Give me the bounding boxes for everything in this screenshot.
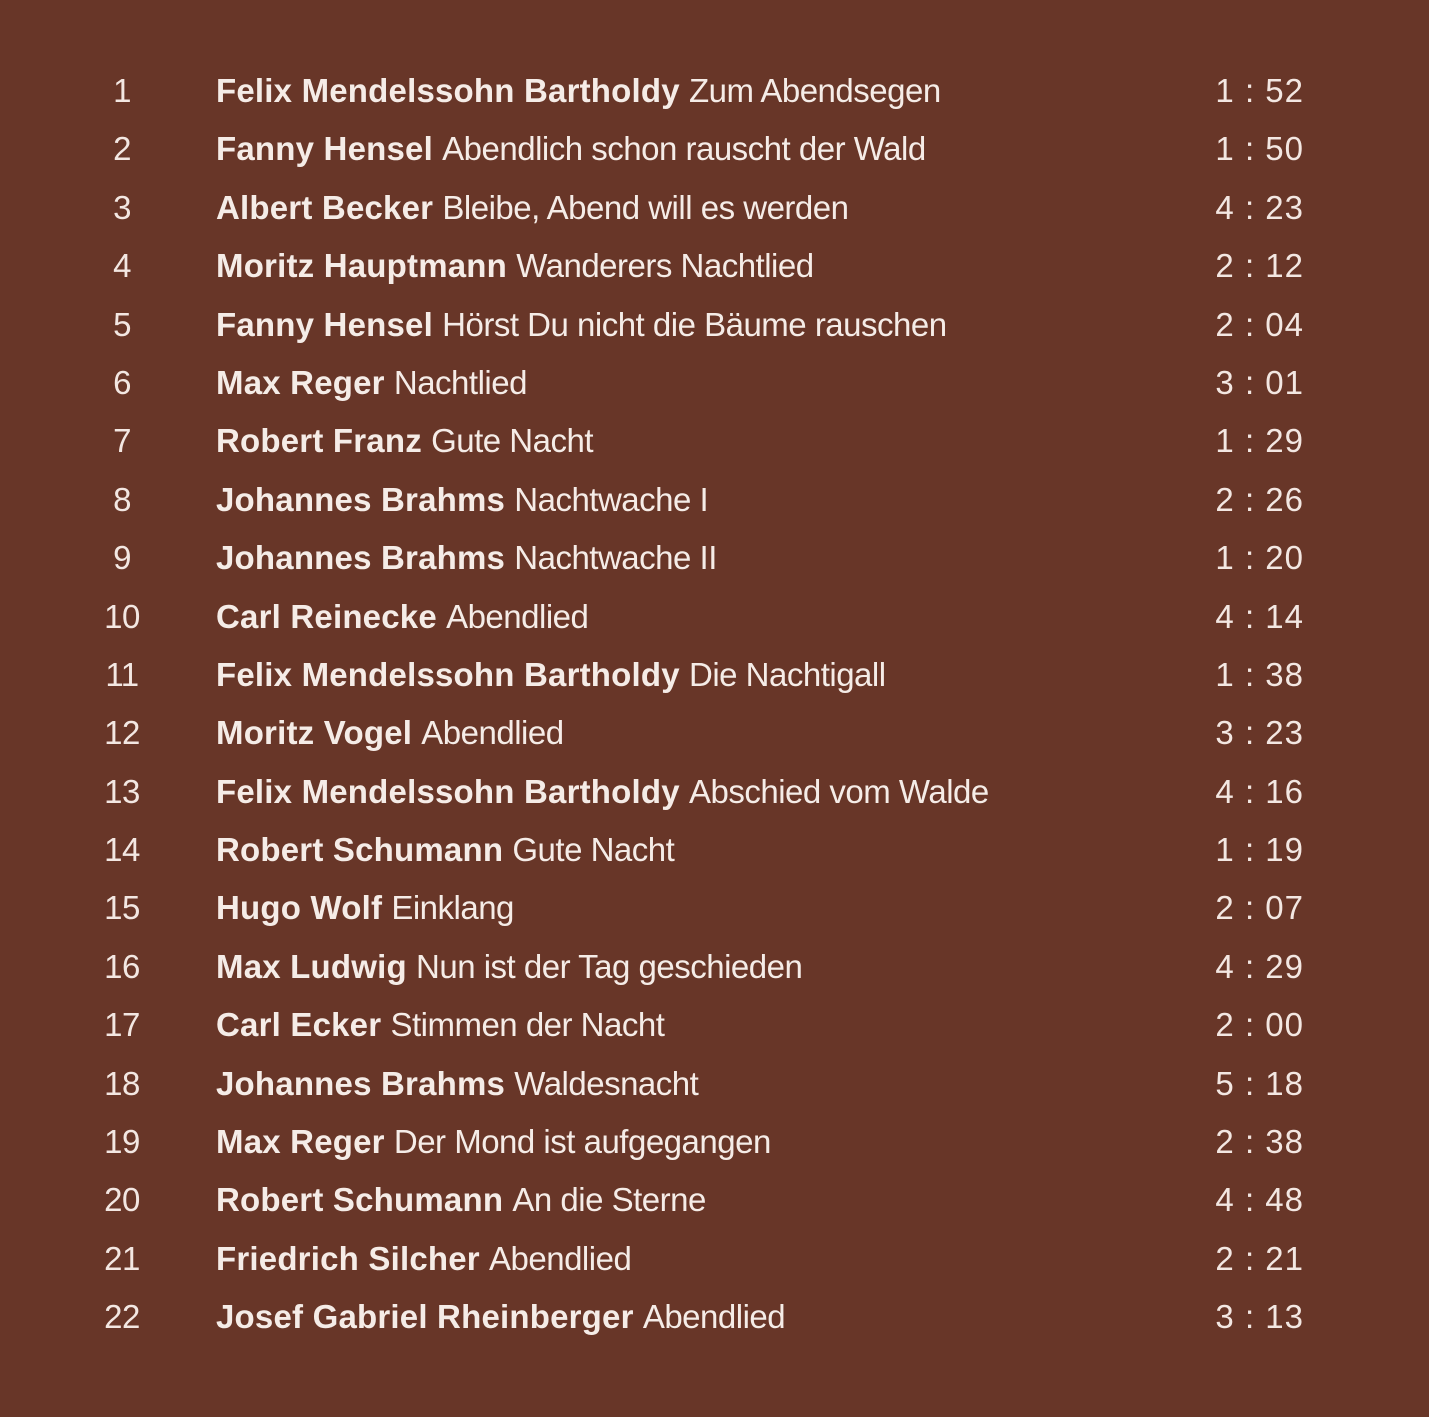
track-row [0, 996, 1429, 1054]
track-duration: 2 : 21 [1215, 1239, 1304, 1277]
tracklist [0, 62, 1429, 1347]
track-duration: 1 : 19 [1215, 831, 1304, 869]
work-title: Waldesnacht [514, 1064, 699, 1102]
track-number: 10 [104, 597, 140, 635]
composer-name: Max Reger [216, 1123, 385, 1161]
track-row [0, 471, 1429, 529]
composer-name: Felix Mendelssohn Bartholdy [216, 772, 680, 810]
track-number: 7 [113, 422, 131, 460]
track-duration: 1 : 38 [1215, 655, 1304, 693]
work-title: Wanderers Nachtlied [516, 247, 814, 285]
track-duration: 4 : 16 [1215, 772, 1304, 810]
work-title: Zum Abendsegen [688, 72, 941, 109]
track-number: 18 [104, 1064, 140, 1102]
track-number: 5 [113, 305, 131, 343]
track-row [0, 1113, 1429, 1171]
track-title-line [216, 821, 674, 879]
composer-name: Carl Ecker [216, 1006, 382, 1044]
composer-name: Josef Gabriel Rheinberger [216, 1298, 634, 1336]
composer-name: Moritz Hauptmann [216, 247, 508, 285]
composer-name: Johannes Brahms [216, 539, 506, 577]
work-title: Abendlied [421, 714, 564, 752]
work-title: Abendlied [489, 1239, 632, 1277]
track-title-line [216, 237, 814, 295]
composer-name: Hugo Wolf [216, 889, 383, 927]
track-number: 15 [104, 889, 140, 927]
track-duration: 1 : 20 [1215, 539, 1304, 577]
track-title-line [216, 1230, 631, 1288]
work-title: An die Sterne [512, 1181, 706, 1219]
track-row [0, 120, 1429, 178]
track-number: 8 [113, 480, 131, 518]
track-title-line [216, 179, 848, 237]
track-number: 12 [104, 714, 140, 752]
track-duration: 1 : 50 [1215, 130, 1304, 168]
track-row [0, 1288, 1429, 1346]
track-duration: 2 : 12 [1215, 247, 1304, 285]
track-duration: 2 : 26 [1215, 480, 1304, 518]
composer-name: Robert Schumann [216, 1181, 504, 1219]
track-duration: 4 : 48 [1215, 1181, 1304, 1219]
track-duration: 2 : 00 [1215, 1006, 1304, 1044]
track-number: 1 [113, 72, 131, 109]
track-title-line [216, 62, 941, 120]
track-number: 2 [113, 130, 131, 168]
track-row [0, 879, 1429, 937]
composer-name: Moritz Vogel [216, 714, 413, 752]
track-row [0, 588, 1429, 646]
track-row [0, 763, 1429, 821]
track-number: 16 [104, 947, 140, 985]
track-title-line [216, 938, 802, 996]
composer-name: Robert Franz [216, 422, 422, 460]
composer-name: Friedrich Silcher [216, 1239, 480, 1277]
track-number: 13 [104, 772, 140, 810]
track-duration: 3 : 23 [1215, 714, 1304, 752]
track-title-line [216, 529, 717, 587]
track-title-line [216, 1055, 698, 1113]
track-row [0, 237, 1429, 295]
work-title: Die Nachtigall [688, 655, 886, 693]
track-title-line [216, 1288, 785, 1346]
track-row [0, 1171, 1429, 1229]
work-title: Abschied vom Walde [688, 772, 989, 810]
track-title-line [216, 646, 886, 704]
track-row [0, 646, 1429, 704]
track-number: 9 [113, 539, 131, 577]
track-number: 6 [113, 363, 131, 401]
track-title-line [216, 1171, 706, 1229]
work-title: Stimmen der Nacht [390, 1006, 665, 1044]
composer-name: Felix Mendelssohn Bartholdy [216, 655, 680, 693]
composer-name: Carl Reinecke [216, 597, 437, 635]
composer-name: Max Reger [216, 363, 385, 401]
work-title: Abendlied [642, 1298, 786, 1336]
work-title: Abendlied [446, 597, 589, 635]
track-row [0, 938, 1429, 996]
track-row [0, 529, 1429, 587]
track-duration: 1 : 29 [1215, 422, 1304, 460]
track-duration: 4 : 29 [1215, 947, 1304, 985]
track-row [0, 412, 1429, 470]
track-title-line [216, 471, 708, 529]
track-duration: 3 : 01 [1215, 363, 1304, 401]
work-title: Gute Nacht [431, 422, 594, 460]
track-title-line [216, 763, 989, 821]
work-title: Gute Nacht [512, 831, 675, 869]
track-number: 20 [104, 1181, 140, 1219]
composer-name: Robert Schumann [216, 831, 504, 869]
track-duration: 5 : 18 [1215, 1064, 1304, 1102]
track-number: 11 [105, 655, 139, 693]
composer-name: Johannes Brahms [216, 1064, 506, 1102]
track-number: 21 [104, 1239, 140, 1277]
track-row [0, 704, 1429, 762]
track-number: 4 [113, 247, 131, 285]
track-row [0, 62, 1429, 120]
composer-name: Johannes Brahms [216, 480, 506, 518]
track-duration: 2 : 38 [1215, 1123, 1304, 1161]
composer-name: Fanny Hensel [216, 305, 433, 343]
work-title: Der Mond ist aufgegangen [393, 1123, 771, 1161]
track-title-line [216, 588, 588, 646]
composer-name: Albert Becker [216, 188, 434, 226]
work-title: Nun ist der Tag geschieden [416, 947, 803, 985]
track-row [0, 821, 1429, 879]
track-title-line [216, 996, 664, 1054]
composer-name: Felix Mendelssohn Bartholdy [216, 72, 680, 109]
track-number: 19 [104, 1123, 140, 1161]
track-row [0, 296, 1429, 354]
composer-name: Max Ludwig [216, 947, 407, 985]
track-duration: 2 : 07 [1215, 889, 1304, 927]
track-title-line [216, 120, 926, 178]
track-title-line [216, 1113, 771, 1171]
track-title-line [216, 412, 593, 470]
work-title: Abendlich schon rauscht der Wald [442, 130, 926, 168]
composer-name: Fanny Hensel [216, 130, 433, 168]
track-number: 3 [113, 188, 131, 226]
track-row [0, 1230, 1429, 1288]
track-duration: 2 : 04 [1215, 305, 1304, 343]
work-title: Nachtlied [393, 363, 527, 401]
track-duration: 3 : 13 [1215, 1298, 1304, 1336]
work-title: Bleibe, Abend will es werden [442, 188, 849, 226]
work-title: Nachtwache I [514, 480, 709, 518]
track-number: 17 [104, 1006, 140, 1044]
work-title: Einklang [391, 889, 514, 927]
track-title-line [216, 704, 564, 762]
track-row [0, 179, 1429, 237]
track-row [0, 354, 1429, 412]
track-duration: 1 : 52 [1215, 72, 1304, 109]
work-title: Nachtwache II [514, 539, 717, 577]
work-title: Hörst Du nicht die Bäume rauschen [442, 305, 947, 343]
track-duration: 4 : 14 [1215, 597, 1304, 635]
track-title-line [216, 879, 514, 937]
track-duration: 4 : 23 [1215, 188, 1304, 226]
track-title-line [216, 296, 947, 354]
track-title-line [216, 354, 527, 412]
track-number: 22 [104, 1298, 140, 1336]
track-row [0, 1055, 1429, 1113]
track-number: 14 [104, 831, 140, 869]
